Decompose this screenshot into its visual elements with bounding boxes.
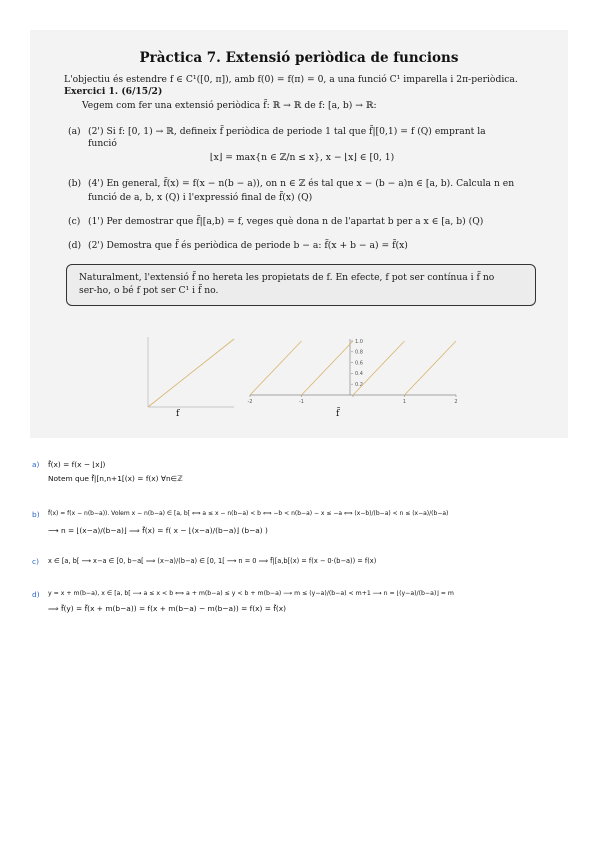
intro-text: L'objectiu és estendre f ∈ C¹([0, π]), amb f(0) = f(π) = 0, a una funció C¹ imparella i 2π-periòdica.	[64, 74, 518, 85]
plot-f-line-0	[148, 339, 234, 407]
answer-b-line-2: ⟶ n = ⌊(x−a)/(b−a)⌋ ⟹ f̃(x) = f( x − ⌊(x−a)/(b−a)⌋ (b−a) )	[48, 526, 268, 535]
answer-b-label: b)	[32, 510, 40, 519]
answer-d-line-1: y = x + m(b−a), x ∈ [a, b[ ⟶ a ≤ x < b ⟺ a + m(b−a) ≤ y < b + m(b−a) ⟶ m ≤ (y−a)/(b−a) < m+1 ⟶ n = ⌊(y−a)/(b−a)⌋ = m	[48, 590, 454, 597]
y-tick-label-4: 1.0	[355, 338, 363, 345]
x-tick-label-4: 2	[454, 399, 458, 405]
plot-f-tilde-line-0	[250, 341, 302, 395]
answer-d-label: d)	[32, 590, 40, 599]
item-b-text: (4') En general, f̃(x) = f(x − n(b − a)), on n ∈ ℤ és tal que x − (b − a)n ∈ [a, b). Calcula n en	[88, 178, 515, 189]
answer-a-line-1: f̃(x) = f(x − ⌊x⌋)	[48, 460, 106, 469]
answer-c-line-1: x ∈ [a, b[ ⟶ x−a ∈ [0, b−a[ ⟹ (x−a)/(b−a) ∈ [0, 1[ ⟶ n = 0 ⟹ f̃|[a,b[(x) = f(x − 0·(b−a)) = f(x)	[48, 557, 377, 565]
exercise-heading: Exercici 1. (6/15/2)	[64, 86, 163, 97]
plot-f-tilde-caption: f̃	[336, 408, 340, 419]
note-line-2: ser-ho, o bé f pot ser C¹ i f̃ no.	[79, 285, 219, 296]
plot-f-series	[148, 339, 234, 407]
item-a-text-cont: funció	[88, 138, 117, 149]
item-b-label: (b)	[68, 178, 82, 189]
x-tick-label-0: -2	[247, 399, 253, 405]
x-tick-label-1: -1	[299, 399, 304, 405]
item-a-text: (2') Si f: [0, 1) → ℝ, defineix f̃ periòdica de periode 1 tal que f̃|[0,1) = f (Q) emprant la	[88, 126, 486, 137]
item-c-text: (1') Per demostrar que f̃|[a,b) = f, veges què dona n de l'apartat b per a x ∈ [a, b) (Q)	[88, 216, 484, 227]
y-tick-label-3: 0.8	[355, 349, 363, 356]
exercise-lead: Vegem com fer una extensió periòdica f̃: ℝ → ℝ de f: [a, b) → ℝ:	[82, 100, 377, 111]
y-tick-label-0: 0.2	[355, 382, 363, 388]
item-c-label: (c)	[68, 216, 81, 227]
exercise-sheet	[30, 30, 568, 438]
y-tick-label-2: 0.6	[355, 360, 363, 367]
plot-f-tilde-line-1	[302, 341, 354, 395]
item-d-label: (d)	[68, 240, 82, 251]
answer-b-line-1: f̃(x) = f(x − n(b−a)). Volem x − n(b−a) ∈ [a, b[ ⟺ a ≤ x − n(b−a) < b ⟺ −b < n(b−a) − x ≤ −a ⟺ (x−b)/(b−a) < n ≤ (x−a)/(b−a)	[48, 510, 449, 517]
answer-a-line-2: Notem que f̃|[n,n+1[(x) = f(x) ∀n∈ℤ	[48, 474, 183, 483]
plot-f-caption: f	[176, 408, 180, 419]
answer-a-label: a)	[32, 460, 40, 469]
answer-d-line-2: ⟹ f̃(y) = f̃(x + m(b−a)) = f(x + m(b−a) − m(b−a)) = f(x) = f̃(x)	[48, 604, 287, 613]
note-line-1: Naturalment, l'extensió f̃ no hereta les propietats de f. En efecte, f pot ser contínua i f̃ no	[79, 272, 495, 283]
page-title: Pràctica 7. Extensió periòdica de funcions	[139, 50, 459, 66]
plot-f-tilde-series	[250, 338, 456, 395]
item-a-label: (a)	[68, 126, 81, 137]
note-box	[66, 264, 536, 306]
y-tick-label-1: 0.4	[355, 371, 363, 378]
plot-f-tilde-line-3	[405, 341, 457, 395]
x-tick-label-3: 1	[402, 399, 407, 405]
plot-f-tilde	[242, 335, 466, 407]
item-a-formula: ⌊x⌋ = max{n ∈ ℤ/n ≤ x}, x − ⌊x⌋ ∈ [0, 1)	[210, 152, 395, 163]
item-b-text-cont: funció de a, b, x (Q) i l'expressió final de f̃(x) (Q)	[88, 192, 313, 203]
item-d-text: (2') Demostra que f̃ és periòdica de periode b − a: f̃(x + b − a) = f̃(x)	[88, 240, 408, 251]
plot-f	[142, 335, 238, 415]
answer-c-label: c)	[32, 557, 39, 566]
